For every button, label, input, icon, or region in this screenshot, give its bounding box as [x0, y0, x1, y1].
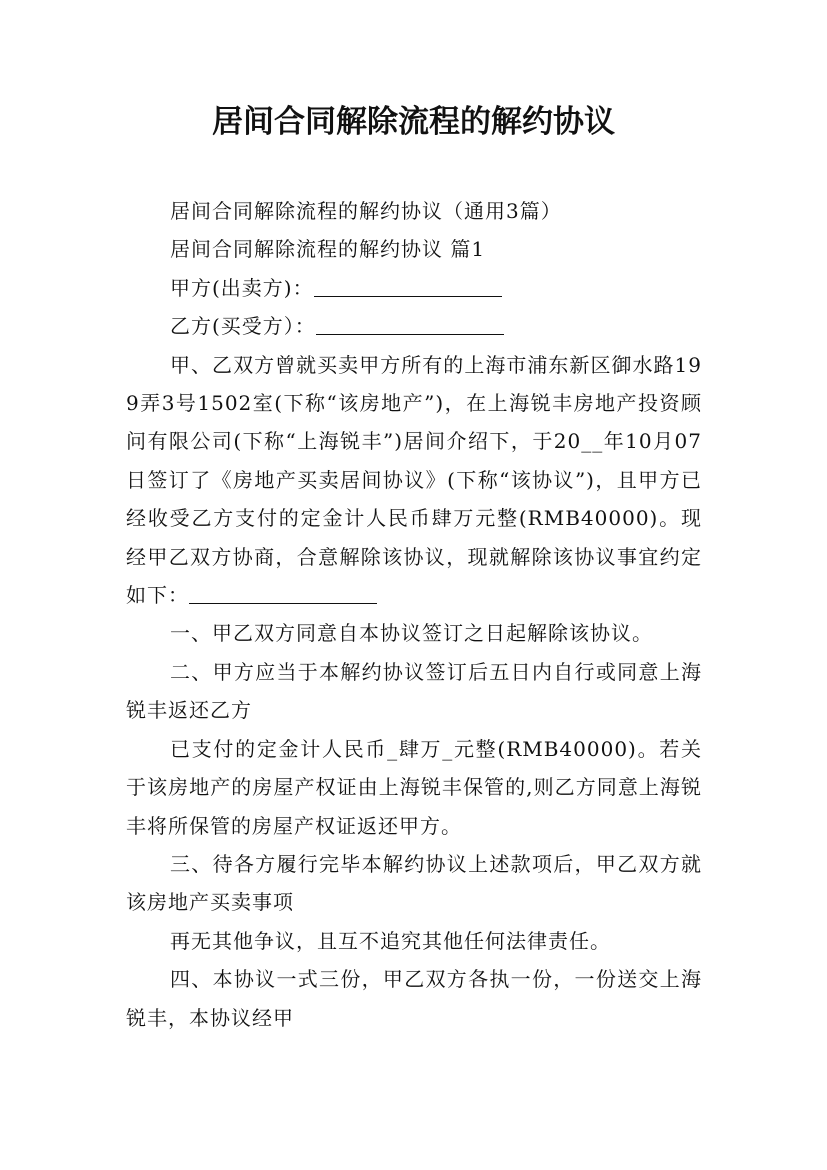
party-a-label: 甲方(出卖方)：	[170, 275, 314, 300]
paragraph-clause-4: 四、本协议一式三份，甲乙双方各执一份，一份送交上海锐丰，本协议经甲	[126, 967, 702, 1030]
party-b-blank	[316, 314, 504, 335]
paragraph-clause-2-cont: 已支付的定金计人民币_肆万_元整(RMB40000)。若关于该房地产的房屋产权证由上海锐丰保管的,则乙方同意上海锐丰将所保管的房屋产权证返还甲方。	[126, 736, 702, 838]
paragraph-clause-2: 二、甲方应当于本解约协议签订后五日内自行或同意上海锐丰返还乙方	[126, 659, 702, 723]
paragraph-clause-3: 三、待各方履行完毕本解约协议上述款项后，甲乙双方就该房地产买卖事项	[126, 851, 702, 915]
document-body	[126, 192, 702, 1037]
paragraph-clause-1: 一、甲乙双方同意自本协议签订之日起解除该协议。	[170, 621, 653, 646]
document-title: 居间合同解除流程的解约协议	[212, 104, 615, 140]
party-a-blank	[314, 276, 502, 297]
party-b-label: 乙方(买受方）：	[170, 314, 316, 339]
background-blank	[189, 583, 377, 604]
paragraph-clause-3-cont: 再无其他争议，且互不追究其他任何法律责任。	[170, 928, 611, 953]
paragraph-section-heading: 居间合同解除流程的解约协议 篇1	[170, 237, 486, 262]
paragraph-party-b	[126, 307, 702, 345]
background-text: 甲、乙双方曾就买卖甲方所有的上海市浦东新区御水路199弄3号1502室(下称“该房地产”)，在上海锐丰房地产投资顾问有限公司(下称“上海锐丰”)居间介绍下，于20__年10月07日签订了《房地产买卖居间协议》(下称“该协议”)，且甲方已经收受乙方支付的定金计人民币肆万元整(RMB40000)。现经甲乙双方协商，合意解除该协议，现就解除该协议事宜约定如下：	[126, 352, 702, 608]
paragraph-subtitle: 居间合同解除流程的解约协议（通用3篇）	[170, 199, 562, 223]
paragraph-party-a	[126, 269, 702, 307]
paragraph-background	[126, 346, 702, 615]
